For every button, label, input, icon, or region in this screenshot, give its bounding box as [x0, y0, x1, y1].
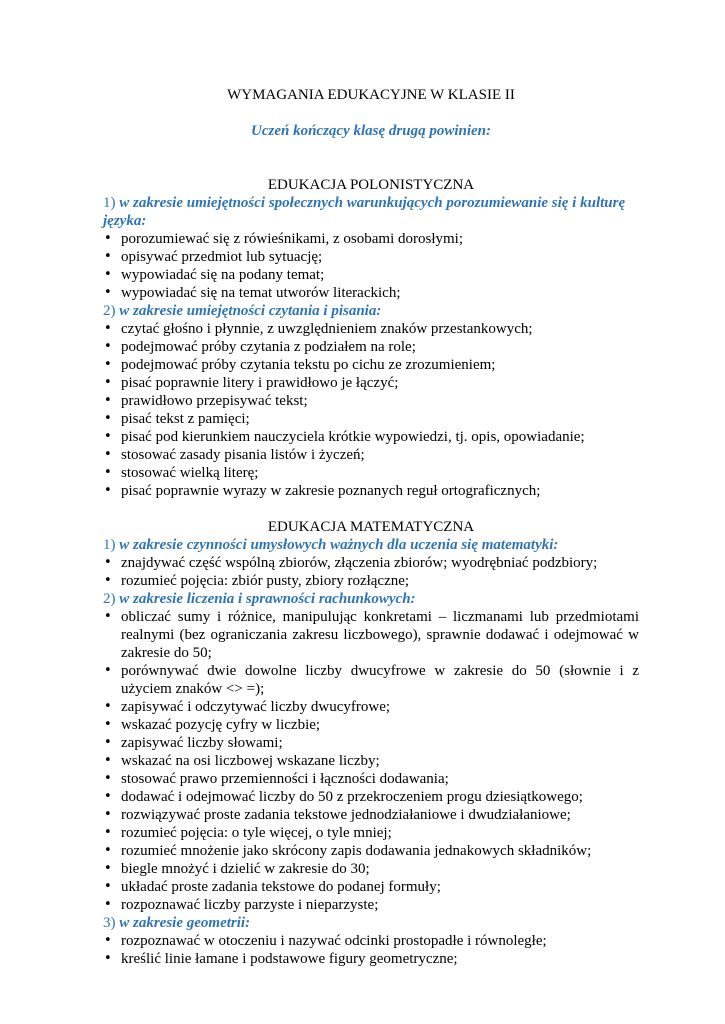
list-item: • zapisywać liczby słowami; [103, 734, 639, 752]
subsection-number: 2) [103, 303, 116, 319]
subsection-number: 2) [103, 591, 116, 607]
list-item: • rozpoznawać liczby parzyste i nieparzyste; [103, 896, 639, 914]
subsection-heading [103, 194, 639, 230]
document-subtitle: Uczeń kończący klasę drugą powinien: [251, 123, 491, 139]
list-item: • dodawać i odejmować liczby do 50 z przekroczeniem progu dziesiątkowego; [103, 788, 639, 806]
list-item: • wskazać pozycję cyfry w liczbie; [103, 716, 639, 734]
subsection-heading-text: w zakresie czynności umysłowych ważnych dla uczenia się matematyki: [119, 537, 559, 553]
list-item: • opisywać przedmiot lub sytuację; [103, 248, 639, 266]
list-item: • wskazać na osi liczbowej wskazane liczby; [103, 752, 639, 770]
list-item: • rozumieć mnożenie jako skrócony zapis dodawania jednakowych składników; [103, 842, 639, 860]
list-item: • wypowiadać się na podany temat; [103, 266, 639, 284]
list-item: • stosować wielką literę; [103, 464, 639, 482]
bullet-list [103, 608, 639, 914]
list-item: • porozumiewać się z rówieśnikami, z osobami dorosłymi; [103, 230, 639, 248]
document-content [103, 86, 639, 968]
list-item: • porównywać dwie dowolne liczby dwucyfrowe w zakresie do 50 (słownie i z użyciem znaków <> =); [103, 662, 639, 698]
list-item: • zapisywać i odczytywać liczby dwucyfrowe; [103, 698, 639, 716]
subsection-heading [103, 914, 639, 932]
list-item: • znajdywać część wspólną zbiorów, złączenia zbiorów; wyodrębniać podzbiory; [103, 554, 639, 572]
section-title: EDUKACJA MATEMATYCZNA [267, 519, 475, 535]
list-item: • pisać poprawnie litery i prawidłowo je łączyć; [103, 374, 639, 392]
list-item: • rozpoznawać w otoczeniu i nazywać odcinki prostopadłe i równoległe; [103, 932, 639, 950]
list-item: • biegle mnożyć i dzielić w zakresie do 30; [103, 860, 639, 878]
document-title: WYMAGANIA EDUKACYJNE W KLASIE II [227, 87, 515, 103]
list-item: • pisać tekst z pamięci; [103, 410, 639, 428]
list-item: • rozwiązywać proste zadania tekstowe jednodziałaniowe i dwudziałaniowe; [103, 806, 639, 824]
list-item: • obliczać sumy i różnice, manipulując konkretami – liczmanami lub przedmiotami realnymi (bez ograniczania zakresu liczbowego), sprawnie dodawać i odejmować w zakresie do 50; [103, 608, 639, 662]
list-item: • kreślić linie łamane i podstawowe figury geometryczne; [103, 950, 639, 968]
list-item: • stosować zasady pisania listów i życzeń; [103, 446, 639, 464]
bullet-list [103, 320, 639, 500]
list-item: • stosować prawo przemienności i łączności dodawania; [103, 770, 639, 788]
bullet-list [103, 230, 639, 302]
list-item: • podejmować próby czytania z podziałem na role; [103, 338, 639, 356]
list-item: • rozumieć pojęcia: o tyle więcej, o tyle mniej; [103, 824, 639, 842]
list-item: • pisać poprawnie wyrazy w zakresie poznanych reguł ortograficznych; [103, 482, 639, 500]
subsection-heading [103, 590, 639, 608]
subsection-number: 1) [103, 537, 116, 553]
bullet-list [103, 554, 639, 590]
section-title: EDUKACJA POLONISTYCZNA [267, 177, 475, 193]
list-item: • podejmować próby czytania tekstu po cichu ze zrozumieniem; [103, 356, 639, 374]
subsection-heading-text: w zakresie geometrii: [119, 915, 251, 931]
subsection-heading-text: w zakresie liczenia i sprawności rachunkowych: [119, 591, 416, 607]
list-item: • czytać głośno i płynnie, z uwzględnieniem znaków przestankowych; [103, 320, 639, 338]
list-item: • pisać pod kierunkiem nauczyciela krótkie wypowiedzi, tj. opis, opowiadanie; [103, 428, 639, 446]
subsection-number: 1) [103, 195, 116, 211]
list-item: • prawidłowo przepisywać tekst; [103, 392, 639, 410]
bullet-list [103, 932, 639, 968]
list-item: • układać proste zadania tekstowe do podanej formuły; [103, 878, 639, 896]
subsection-number: 3) [103, 915, 116, 931]
subsection-heading [103, 302, 639, 320]
subsection-heading-text: w zakresie umiejętności społecznych warunkujących porozumiewanie się i kulturę języka: [103, 195, 626, 229]
list-item: • wypowiadać się na temat utworów literackich; [103, 284, 639, 302]
list-item: • rozumieć pojęcia: zbiór pusty, zbiory rozłączne; [103, 572, 639, 590]
subsection-heading-text: w zakresie umiejętności czytania i pisania: [119, 303, 382, 319]
subsection-heading [103, 536, 639, 554]
